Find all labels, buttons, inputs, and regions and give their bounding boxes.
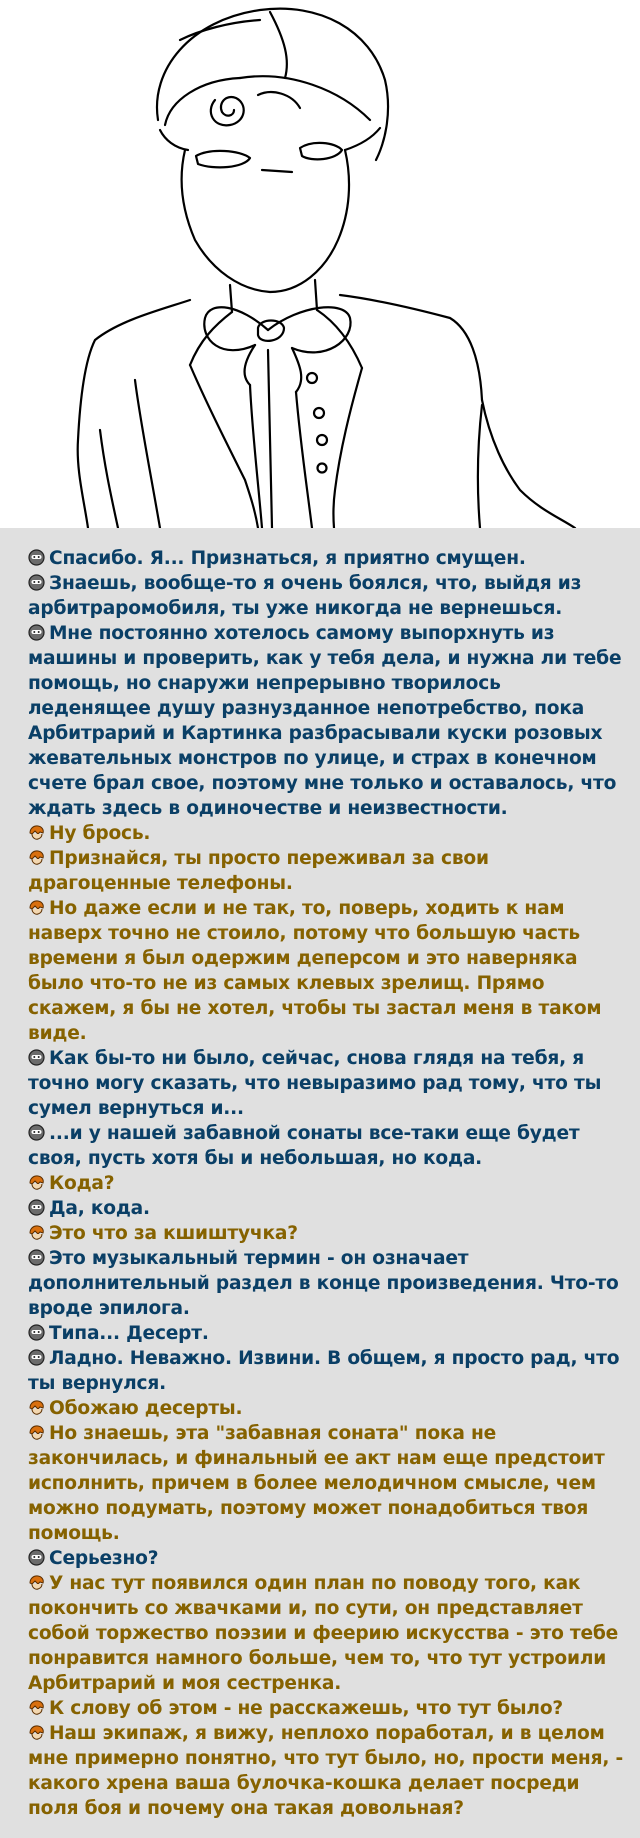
head-icon-orange <box>28 1724 45 1741</box>
dialogue-text: Серьезно? <box>49 1548 159 1569</box>
dialogue-text: Ладно. Неважно. Извини. В общем, я просто рад, что ты вернулся. <box>28 1348 620 1394</box>
dialogue-text: У нас тут появился один план по поводу того, как покончить со жвачками и, по сути, он представляет собой торжество поэзии и феерию искусства - это тебе понравится намного больше, чем то, что тут устроили Арбитрарий и моя сестренка. <box>28 1573 619 1694</box>
dialogue-line <box>28 1196 626 1221</box>
head-icon-orange <box>28 1224 45 1241</box>
dialogue-text: Знаешь, вообще-то я очень боялся, что, выйдя из арбитраромобиля, ты уже никогда не вернешься. <box>28 573 582 619</box>
dialogue-text: Мне постоянно хотелось самому выпорхнуть из машины и проверить, как у тебя дела, и нужна ли тебе помощь, но снаружи непрерывно творилось леденящее душу разнузданное непотребство, пока Арбитрарий и Картинка разбрасывали куски розовых жевательных монстров по улице, и страх в конечном счете брал свое, поэтому мне только и оставалось, что ждать здесь в одиночестве и неизвестности. <box>28 623 622 819</box>
dialogue-text: Признайся, ты просто переживал за свои драгоценные телефоны. <box>28 848 489 894</box>
dialogue-line <box>28 1171 626 1196</box>
dialogue-text: Это музыкальный термин - он означает дополнительный раздел в конце произведения. Что-то вроде эпилога. <box>28 1248 619 1319</box>
dialogue-text: Да, кода. <box>49 1198 150 1219</box>
dialogue-line <box>28 621 626 821</box>
head-icon-gray <box>28 1124 45 1141</box>
dialogue-text: Кода? <box>49 1173 115 1194</box>
dialogue-line <box>28 1721 626 1821</box>
dialogue-text: ...и у нашей забавной сонаты все-таки еще будет своя, пусть хотя бы и небольшая, но кода. <box>28 1123 580 1169</box>
head-icon-orange <box>28 1399 45 1416</box>
dialogue-text: Типа... Десерт. <box>49 1323 209 1344</box>
dialogue-line <box>28 821 626 846</box>
comic-panel <box>0 0 640 528</box>
dialogue-line <box>28 1396 626 1421</box>
dialogue-line <box>28 1046 626 1121</box>
dialogue-line <box>28 1346 626 1396</box>
head-icon-gray <box>28 1199 45 1216</box>
dialogue-text: Обожаю десерты. <box>49 1398 243 1419</box>
head-icon-gray <box>28 1324 45 1341</box>
dialogue-line <box>28 571 626 621</box>
dialogue-text: Это что за кшиштучка? <box>49 1223 298 1244</box>
head-icon-orange <box>28 1424 45 1441</box>
head-icon-orange <box>28 899 45 916</box>
character-sketch <box>0 0 640 528</box>
dialogue-line <box>28 1221 626 1246</box>
dialogue-line <box>28 896 626 1046</box>
dialogue-line <box>28 1421 626 1546</box>
head-icon-gray <box>28 624 45 641</box>
head-icon-orange <box>28 1574 45 1591</box>
dialogue-text: Как бы-то ни было, сейчас, снова глядя на тебя, я точно могу сказать, что невыразимо рад тому, что ты сумел вернуться и... <box>28 1048 602 1119</box>
head-icon-orange <box>28 1174 45 1191</box>
dialogue-text: Но знаешь, эта "забавная соната" пока не закончилась, и финальный ее акт нам еще предстоит исполнить, причем в более мелодичном смысле, чем можно подумать, поэтому может понадобиться твоя помощь. <box>28 1423 605 1544</box>
dialogue-line <box>28 1546 626 1571</box>
head-icon-gray <box>28 1249 45 1266</box>
head-icon-orange <box>28 824 45 841</box>
head-icon-gray <box>28 549 45 566</box>
head-icon-orange <box>28 1699 45 1716</box>
dialogue-line <box>28 1246 626 1321</box>
dialogue-line <box>28 546 626 571</box>
head-icon-gray <box>28 1549 45 1566</box>
head-icon-orange <box>28 849 45 866</box>
dialogue-text: К слову об этом - не расскажешь, что тут было? <box>49 1698 563 1719</box>
head-icon-gray <box>28 1049 45 1066</box>
head-icon-gray <box>28 574 45 591</box>
dialogue-text: Спасибо. Я... Признаться, я приятно смущен. <box>49 548 526 569</box>
dialogue-text: Но даже если и не так, то, поверь, ходить к нам наверх точно не стоило, потому что большую часть времени я был одержим деперсом и это наверняка было что-то не из самых клевых зрелищ. Прямо скажем, я бы не хотел, чтобы ты застал меня в таком виде. <box>28 898 602 1044</box>
dialogue-text: Ну брось. <box>49 823 151 844</box>
dialogue-line <box>28 1321 626 1346</box>
dialogue-line <box>28 1696 626 1721</box>
dialogue-line <box>28 1121 626 1171</box>
dialogue-text: Наш экипаж, я вижу, неплохо поработал, и в целом мне примерно понятно, что тут было, но, прости меня, - какого хрена ваша булочка-кошка делает посреди поля боя и почему она такая довольная? <box>28 1723 623 1819</box>
dialogue-log <box>0 528 640 1838</box>
dialogue-line <box>28 846 626 896</box>
dialogue-line <box>28 1571 626 1696</box>
head-icon-gray <box>28 1349 45 1366</box>
